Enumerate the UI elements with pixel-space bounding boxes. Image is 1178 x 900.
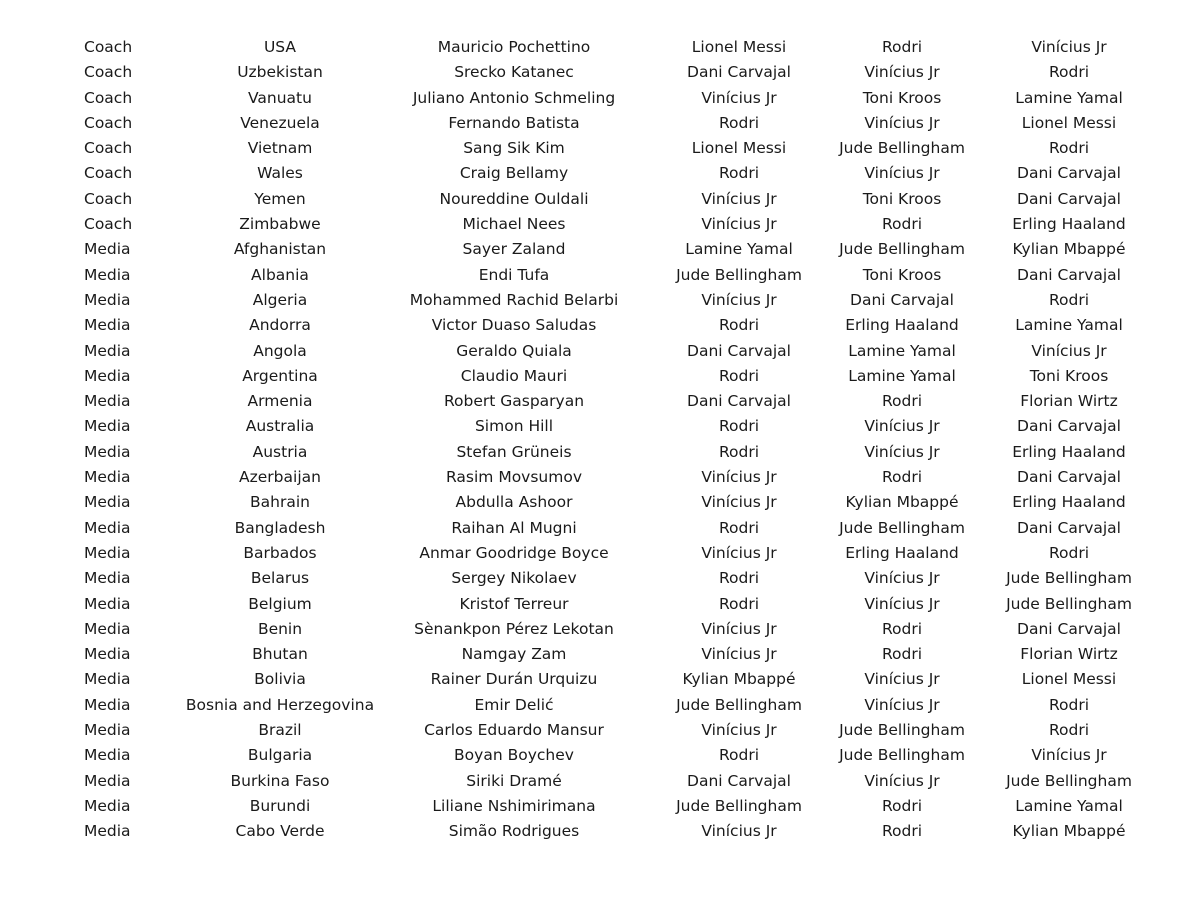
voter-category: Coach [84,164,133,183]
voter-country: Cabo Verde [235,822,325,841]
second-place-vote: Rodri [881,468,923,487]
voter-country: Azerbaijan [239,468,321,487]
table-row [62,313,1162,338]
table-row [62,819,1162,844]
third-place-vote: Rodri [1048,721,1090,740]
third-place-vote: Vinícius Jr [1031,746,1107,765]
voter-category: Media [84,392,131,411]
third-place-vote: Dani Carvajal [1017,518,1121,537]
voter-category: Media [84,240,131,259]
first-place-vote: Rodri [718,164,760,183]
voter-name: Michael Nees [462,215,566,234]
voter-name: Sang Sik Kim [463,139,565,158]
first-place-vote: Rodri [718,518,760,537]
third-place-vote: Lamine Yamal [1015,796,1123,815]
third-place-vote: Dani Carvajal [1017,417,1121,436]
second-place-vote: Jude Bellingham [839,240,965,259]
table-row [62,516,1162,541]
voter-name: Simon Hill [474,417,554,436]
voter-category: Media [84,670,131,689]
voter-name: Abdulla Ashoor [455,493,573,512]
second-place-vote: Vinícius Jr [864,113,940,132]
third-place-vote: Dani Carvajal [1017,468,1121,487]
voter-category: Coach [84,113,133,132]
voter-country: Belgium [248,594,312,613]
voter-category: Media [84,290,131,309]
voter-country: Bhutan [252,645,308,664]
voter-name: Geraldo Quiala [456,341,572,360]
second-place-vote: Rodri [881,619,923,638]
second-place-vote: Vinícius Jr [864,164,940,183]
voter-category: Media [84,594,131,613]
first-place-vote: Vinícius Jr [701,493,777,512]
voter-category: Coach [84,63,133,82]
table-row [62,389,1162,414]
table-row [62,35,1162,60]
voter-country: Zimbabwe [239,215,321,234]
first-place-vote: Jude Bellingham [676,265,802,284]
voter-category: Coach [84,189,133,208]
table-row [62,111,1162,136]
second-place-vote: Jude Bellingham [839,139,965,158]
voter-country: Barbados [243,543,317,562]
second-place-vote: Toni Kroos [862,88,942,107]
table-row [62,794,1162,819]
voter-country: Venezuela [240,113,320,132]
third-place-vote: Dani Carvajal [1017,189,1121,208]
voter-country: Argentina [242,366,318,385]
voter-category: Coach [84,215,133,234]
voter-country: Andorra [249,316,311,335]
table-row [62,339,1162,364]
third-place-vote: Erling Haaland [1012,215,1126,234]
voter-category: Media [84,721,131,740]
table-row [62,263,1162,288]
first-place-vote: Rodri [718,113,760,132]
second-place-vote: Toni Kroos [862,265,942,284]
third-place-vote: Lionel Messi [1021,113,1117,132]
third-place-vote: Erling Haaland [1012,493,1126,512]
second-place-vote: Lamine Yamal [848,341,956,360]
votes-table-body [62,35,1162,845]
voter-name: Juliano Antonio Schmeling [412,88,616,107]
voter-category: Media [84,442,131,461]
voter-name: Noureddine Ouldali [439,189,589,208]
voter-country: Vietnam [247,139,313,158]
third-place-vote: Toni Kroos [1029,366,1109,385]
second-place-vote: Rodri [881,392,923,411]
third-place-vote: Vinícius Jr [1031,38,1107,56]
voter-category: Media [84,316,131,335]
table-row [62,161,1162,186]
third-place-vote: Rodri [1048,63,1090,82]
second-place-vote: Vinícius Jr [864,594,940,613]
voter-category: Coach [84,88,133,107]
table-row [62,693,1162,718]
table-row [62,237,1162,262]
voter-country: Wales [257,164,303,183]
first-place-vote: Vinícius Jr [701,543,777,562]
voter-name: Boyan Boychev [454,746,574,765]
second-place-vote: Jude Bellingham [839,746,965,765]
voter-name: Mohammed Rachid Belarbi [409,290,619,309]
voter-country: Bulgaria [247,746,313,765]
third-place-vote: Rodri [1048,543,1090,562]
first-place-vote: Lamine Yamal [685,240,793,259]
voter-name: Sayer Zaland [462,240,566,259]
first-place-vote: Dani Carvajal [687,341,791,360]
first-place-vote: Lionel Messi [691,38,787,56]
voter-category: Media [84,518,131,537]
first-place-vote: Rodri [718,442,760,461]
voter-name: Siriki Dramé [466,771,562,790]
second-place-vote: Rodri [881,645,923,664]
voter-country: Armenia [247,392,313,411]
voter-country: Yemen [254,189,306,208]
voter-country: Benin [257,619,303,638]
second-place-vote: Jude Bellingham [839,518,965,537]
voter-country: Australia [245,417,315,436]
third-place-vote: Dani Carvajal [1017,619,1121,638]
table-row [62,667,1162,692]
voter-country: Bosnia and Herzegovina [185,695,375,714]
first-place-vote: Rodri [718,746,760,765]
third-place-vote: Lionel Messi [1021,670,1117,689]
first-place-vote: Kylian Mbappé [682,670,796,689]
third-place-vote: Rodri [1048,290,1090,309]
table-row [62,187,1162,212]
second-place-vote: Vinícius Jr [864,771,940,790]
voter-country: Brazil [258,721,302,740]
table-row [62,769,1162,794]
voter-country: Afghanistan [233,240,327,259]
table-row [62,743,1162,768]
table-row [62,414,1162,439]
second-place-vote: Vinícius Jr [864,63,940,82]
second-place-vote: Erling Haaland [845,316,959,335]
voter-name: Rainer Durán Urquizu [430,670,598,689]
voter-country: Burkina Faso [230,771,330,790]
voter-country: Bangladesh [234,518,326,537]
table-row [62,617,1162,642]
second-place-vote: Vinícius Jr [864,417,940,436]
table-row [62,288,1162,313]
table-row [62,440,1162,465]
second-place-vote: Jude Bellingham [839,721,965,740]
voter-country: Uzbekistan [237,63,323,82]
voter-name: Anmar Goodridge Boyce [419,543,609,562]
first-place-vote: Dani Carvajal [687,771,791,790]
third-place-vote: Dani Carvajal [1017,164,1121,183]
voter-country: Austria [252,442,308,461]
voter-name: Srecko Katanec [454,63,574,82]
table-row [62,592,1162,617]
second-place-vote: Vinícius Jr [864,442,940,461]
table-row [62,541,1162,566]
first-place-vote: Jude Bellingham [676,796,802,815]
voter-name: Claudio Mauri [460,366,568,385]
table-row [62,465,1162,490]
voter-category: Media [84,543,131,562]
voter-country: USA [263,38,297,56]
first-place-vote: Vinícius Jr [701,215,777,234]
table-row [62,566,1162,591]
voter-name: Sènankpon Pérez Lekotan [414,619,614,638]
voter-name: Raihan Al Mugni [451,518,577,537]
voter-country: Bolivia [254,670,306,689]
votes-table [62,35,1162,845]
voter-category: Coach [84,139,133,158]
first-place-vote: Vinícius Jr [701,645,777,664]
table-row [62,60,1162,85]
voter-category: Media [84,746,131,765]
voter-name: Stefan Grüneis [456,442,572,461]
voter-category: Media [84,265,131,284]
voter-name: Sergey Nikolaev [451,569,577,588]
voter-name: Kristof Terreur [459,594,569,613]
first-place-vote: Jude Bellingham [676,695,802,714]
third-place-vote: Jude Bellingham [1006,771,1132,790]
table-row [62,490,1162,515]
second-place-vote: Rodri [881,796,923,815]
voter-name: Namgay Zam [461,645,567,664]
voter-category: Media [84,771,131,790]
voter-name: Endi Tufa [478,265,550,284]
first-place-vote: Dani Carvajal [687,392,791,411]
voter-country: Burundi [249,796,311,815]
first-place-vote: Vinícius Jr [701,468,777,487]
first-place-vote: Rodri [718,366,760,385]
second-place-vote: Kylian Mbappé [845,493,959,512]
voter-category: Media [84,468,131,487]
second-place-vote: Rodri [881,38,923,56]
voter-country: Bahrain [250,493,310,512]
voter-category: Media [84,569,131,588]
voter-country: Angola [253,341,307,360]
voter-country: Vanuatu [248,88,312,107]
voter-category: Coach [84,38,133,56]
third-place-vote: Erling Haaland [1012,442,1126,461]
third-place-vote: Florian Wirtz [1020,392,1118,411]
voter-name: Carlos Eduardo Mansur [424,721,604,740]
third-place-vote: Rodri [1048,695,1090,714]
voter-category: Media [84,417,131,436]
second-place-vote: Dani Carvajal [850,290,954,309]
voter-category: Media [84,796,131,815]
first-place-vote: Rodri [718,417,760,436]
voter-name: Simão Rodrigues [448,822,580,841]
voter-category: Media [84,645,131,664]
voter-country: Belarus [250,569,310,588]
first-place-vote: Dani Carvajal [687,63,791,82]
voter-country: Algeria [252,290,308,309]
third-place-vote: Kylian Mbappé [1012,240,1126,259]
first-place-vote: Lionel Messi [691,139,787,158]
voter-name: Emir Delić [474,695,554,714]
first-place-vote: Vinícius Jr [701,88,777,107]
voter-category: Media [84,619,131,638]
table-row [62,212,1162,237]
voter-category: Media [84,695,131,714]
third-place-vote: Dani Carvajal [1017,265,1121,284]
third-place-vote: Florian Wirtz [1020,645,1118,664]
voter-country: Albania [251,265,309,284]
first-place-vote: Vinícius Jr [701,822,777,841]
voter-name: Fernando Batista [448,113,580,132]
voter-name: Mauricio Pochettino [437,38,591,56]
voter-name: Craig Bellamy [459,164,569,183]
third-place-vote: Vinícius Jr [1031,341,1107,360]
first-place-vote: Vinícius Jr [701,619,777,638]
second-place-vote: Rodri [881,822,923,841]
second-place-vote: Vinícius Jr [864,670,940,689]
table-row [62,364,1162,389]
voter-name: Victor Duaso Saludas [431,316,597,335]
second-place-vote: Erling Haaland [845,543,959,562]
third-place-vote: Lamine Yamal [1015,316,1123,335]
second-place-vote: Rodri [881,215,923,234]
voter-category: Media [84,341,131,360]
third-place-vote: Kylian Mbappé [1012,822,1126,841]
second-place-vote: Vinícius Jr [864,695,940,714]
third-place-vote: Rodri [1048,139,1090,158]
table-row [62,86,1162,111]
second-place-vote: Lamine Yamal [848,366,956,385]
table-row [62,642,1162,667]
second-place-vote: Vinícius Jr [864,569,940,588]
table-row [62,136,1162,161]
vote-list-page [0,35,1178,845]
first-place-vote: Vinícius Jr [701,290,777,309]
first-place-vote: Rodri [718,594,760,613]
voter-name: Liliane Nshimirimana [432,796,596,815]
table-row [62,718,1162,743]
voter-category: Media [84,493,131,512]
voter-category: Media [84,822,131,841]
third-place-vote: Lamine Yamal [1015,88,1123,107]
first-place-vote: Vinícius Jr [701,721,777,740]
third-place-vote: Jude Bellingham [1006,569,1132,588]
voter-name: Robert Gasparyan [443,392,585,411]
first-place-vote: Rodri [718,569,760,588]
voter-name: Rasim Movsumov [445,468,583,487]
second-place-vote: Toni Kroos [862,189,942,208]
third-place-vote: Jude Bellingham [1006,594,1132,613]
first-place-vote: Vinícius Jr [701,189,777,208]
voter-category: Media [84,366,131,385]
first-place-vote: Rodri [718,316,760,335]
